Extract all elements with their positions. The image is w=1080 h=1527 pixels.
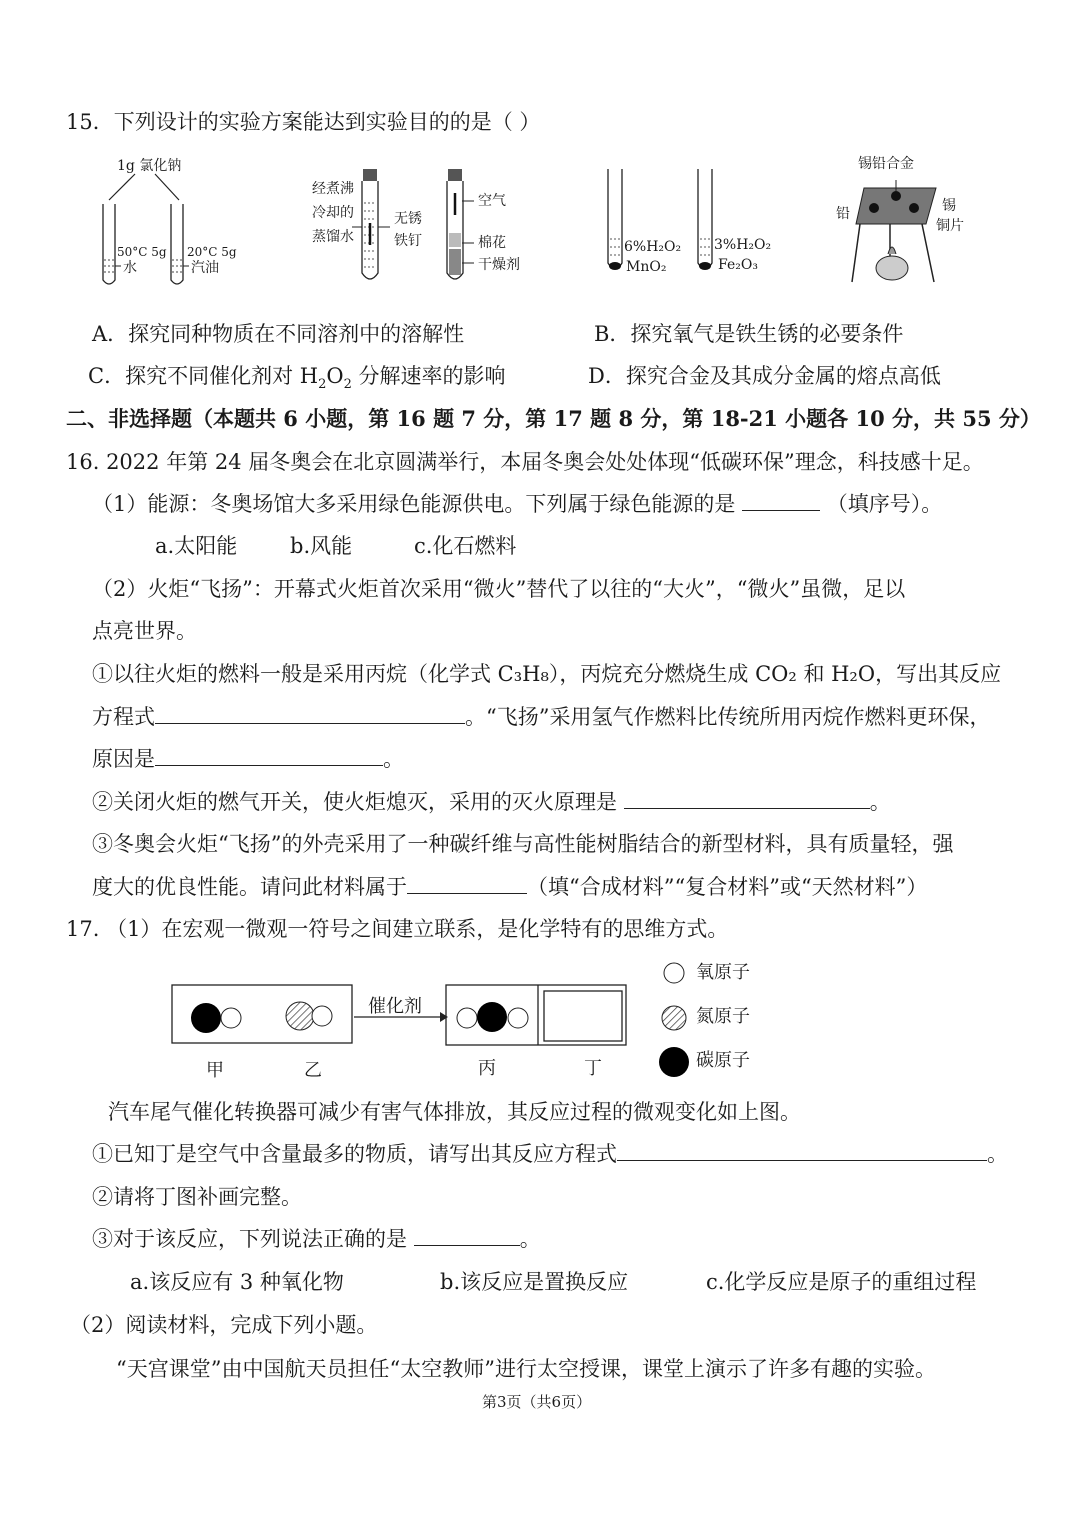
q16-stem: 16. 2022 年第 24 届冬奥会在北京圆满举行，本届冬奥会处处体现“低碳环保”理念，科技感十足。 [66,450,984,474]
q16-part1: （1）能源：冬奥场馆大多采用绿色能源供电。下列属于绿色能源的是 （填序号）。 [92,492,943,516]
q17-description: 汽车尾气催化转换器可减少有害气体排放，其反应过程的微观变化如上图。 [108,1100,801,1124]
q16-option-b: b.风能 [290,534,353,558]
legend-carbon: 碳原子 [696,1050,750,1071]
q15-option-d: D．探究合金及其成分金属的熔点高低 [588,364,941,388]
q17-reading: “天宫课堂”由中国航天员担任“太空教师”进行太空授课，课堂上演示了许多有趣的实验。 [116,1357,936,1381]
q16-sub1-line2: 方程式 。“飞扬”采用氢气作燃料比传统所用丙烷作燃料更环保， [92,705,991,729]
fig-b-nail-1: 无锈 [394,211,422,227]
fig-b-air: 空气 [478,193,506,209]
section-2-heading: 二、非选择题（本题共 6 小题，第 16 题 7 分，第 17 题 8 分，第 18-21 小题各 10 分，共 55 分） [66,406,1041,431]
q17-part2: （2）阅读材料，完成下列小题。 [70,1313,378,1337]
page-footer: 第3页（共6页） [482,1393,592,1411]
q17-sub2: ②请将丁图补画完整。 [92,1185,302,1209]
figure-d-alloy [830,150,980,290]
q16-sub1-line3: 原因是 。 [92,747,404,771]
answer-blank[interactable] [742,490,820,511]
fig-a-right-sub: 汽油 [191,260,219,276]
fig-c-left-solution: 6%H₂O₂ [624,239,682,255]
fig-d-tin-label: 锡 [942,198,956,214]
q16-option-a: a.太阳能 [155,534,238,558]
figure-b-rust [310,163,535,293]
fig-a-left-label: 50°C 5g [117,245,167,259]
fig-b-label-1: 经煮沸 [312,181,354,197]
fig-b-cotton: 棉花 [478,235,506,251]
fig-d-copper-label: 铜片 [936,218,964,234]
answer-blank[interactable] [155,745,383,766]
q17-option-c: c.化学反应是原子的重组过程 [706,1270,977,1294]
legend-nitrogen: 氮原子 [696,1006,750,1027]
fig-a-right-label: 20°C 5g [187,245,237,259]
figure-a-solubility [95,152,255,292]
q15-option-a: A．探究同种物质在不同溶剂中的溶解性 [92,322,465,346]
answer-blank[interactable] [624,788,870,809]
fig-c-right-catalyst: Fe₂O₃ [718,257,758,273]
q16-sub2: ②关闭火炬的燃气开关，使火炬熄灭，采用的灭火原理是 。 [92,790,891,814]
fig-a-top-label: 1g 氯化钠 [117,158,182,174]
q16-sub3-line1: ③冬奥会火炬“飞扬”的外壳采用了一种碳纤维与高性能树脂结合的新型材料，具有质量轻，强 [92,832,954,856]
q16-part2-line1: （2）火炬“飞扬”：开幕式火炬首次采用“微火”替代了以往的“大火”，“微火”虽微，足以 [92,577,906,601]
q16-sub1-line1: ①以往火炬的燃料一般是采用丙烷（化学式 C₃H₈），丙烷充分燃烧生成 CO₂ 和 H₂O，写出其反应 [92,662,1002,686]
fig-b-label-2: 冷却的 [312,205,354,221]
fig-c-left-catalyst: MnO₂ [626,259,667,275]
q15-option-b: B．探究氧气是铁生锈的必要条件 [594,322,904,346]
figure-c-catalyst [596,163,786,283]
q16-part2-line2: 点亮世界。 [92,619,197,643]
catalyst-label: 催化剂 [368,996,422,1017]
fig-a-left-sub: 水 [123,260,137,276]
legend-oxygen: 氧原子 [696,962,750,983]
label-bing: 丙 [478,1058,496,1079]
fig-b-desiccant: 干燥剂 [478,257,520,273]
answer-blank[interactable] [617,1140,987,1161]
q17-reaction-diagram [170,955,790,1090]
q17-stem: 17. （1）在宏观一微观一符号之间建立联系，是化学特有的思维方式。 [66,917,729,941]
q17-option-a: a.该反应有 3 种氧化物 [130,1270,344,1294]
fig-b-label-3: 蒸馏水 [312,229,354,245]
fig-d-alloy-label: 锡铅合金 [858,156,914,172]
answer-blank[interactable] [414,1225,520,1246]
q15-stem: 15．下列设计的实验方案能达到实验目的的是（ ） [66,110,541,134]
answer-blank[interactable] [407,873,527,894]
label-jia: 甲 [206,1060,224,1081]
q16-sub3-line2: 度大的优良性能。请问此材料属于 （填“合成材料”“复合材料”或“天然材料”） [92,875,928,899]
q17-option-b: b.该反应是置换反应 [440,1270,629,1294]
q17-sub3: ③对于该反应，下列说法正确的是 。 [92,1227,541,1251]
fig-c-right-solution: 3%H₂O₂ [714,237,772,253]
label-ding: 丁 [584,1058,602,1079]
q15-option-c: C．探究不同催化剂对 $H_2O_2$ 分解速率的影响 [88,364,506,393]
fig-b-nail-2: 铁钉 [394,233,422,249]
q17-sub1: ①已知丁是空气中含量最多的物质，请写出其反应方程式 。 [92,1142,1008,1166]
label-yi: 乙 [304,1060,322,1081]
answer-blank[interactable] [155,703,465,724]
fig-d-lead-label: 铅 [836,206,850,222]
q16-option-c: c.化石燃料 [414,534,517,558]
